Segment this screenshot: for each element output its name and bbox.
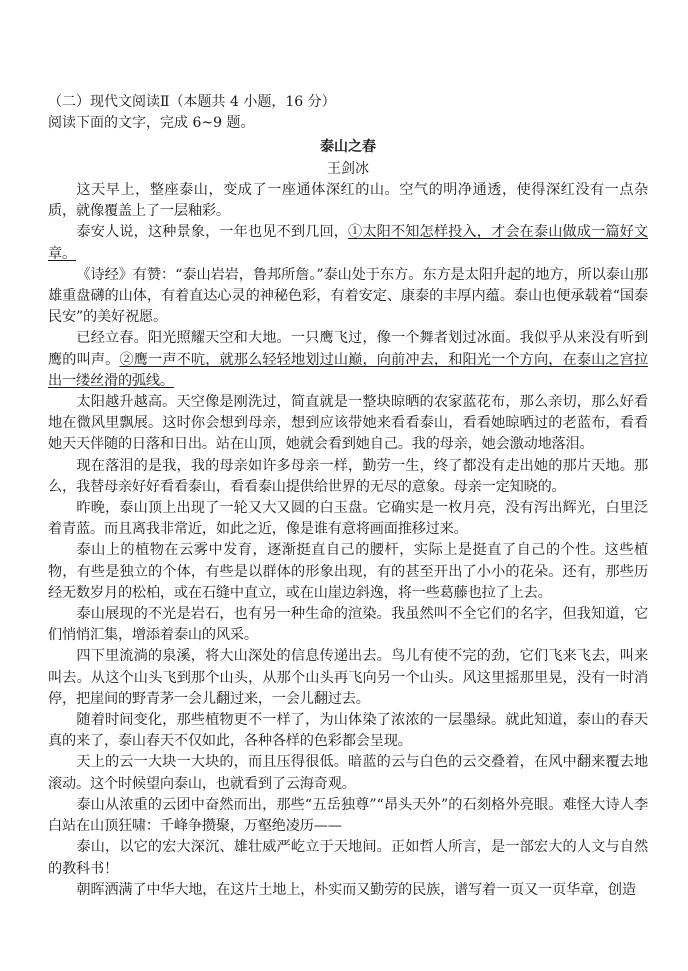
paragraph-text: 朝晖洒满了中华大地，在这片土地上，朴实而又勤劳的民族，谱写着一页又一页华章，创造 xyxy=(76,881,636,898)
paragraph xyxy=(48,222,648,264)
paragraph-text: 泰山展现的不光是岩石，也有另一种生命的渲染。我虽然叫不全它们的名字，但我知道，它们悄悄汇集，增添着泰山的风采。 xyxy=(48,606,648,644)
article-title: 泰山之春 xyxy=(320,139,376,155)
document-page xyxy=(48,92,648,901)
paragraph xyxy=(48,265,648,329)
paragraph xyxy=(48,392,648,456)
paragraph-text: 已经立春。阳光照耀天空和大地。一只鹰飞过，像一个舞者划过冰面。我似乎从来没有听到鹰的叫声。 xyxy=(48,330,648,368)
underlined-sentence: ②鹰一声不吭，就那么轻轻地划过山巅，向前冲去，和阳光一个方向，在泰山之宫拉出一缕丝滑的弧线。 xyxy=(48,351,648,389)
paragraph xyxy=(48,498,648,540)
underlined-sentence: ①太阳不知怎样投入，才会在泰山做成一篇好文章。 xyxy=(48,224,648,262)
section-header: （二）现代文阅读Ⅱ（本题共 4 小题，16 分） xyxy=(48,94,336,110)
paragraph xyxy=(48,880,648,901)
paragraph-text: 天上的云一大块一大块的，而且压得很低。暗蓝的云与白色的云交叠着，在风中翻来覆去地滚动。这个时候望向泰山，也就看到了云海奇观。 xyxy=(48,754,648,792)
paragraph-text: 现在落泪的是我，我的母亲如许多母亲一样，勤劳一生，终了都没有走出她的那片天地。那么，我替母亲好好看看泰山，看看泰山提供给世界的无尽的意象。母亲一定知晓的。 xyxy=(48,457,648,495)
paragraph xyxy=(48,710,648,752)
paragraph-text: 泰山，以它的宏大深沉、雄壮威严屹立于天地间。正如哲人所言，是一部宏大的人文与自然的教科书！ xyxy=(48,839,648,877)
paragraph-text: 昨晚，泰山顶上出现了一轮又大又圆的白玉盘。它确实是一枚月亮，没有泻出辉光，白里泛着青蓝。而且离我非常近，如此之近，像是谁有意将画面推移过来。 xyxy=(48,500,648,538)
paragraph-text: 这天早上，整座泰山，变成了一座通体深红的山。空气的明净通透，使得深红没有一点杂质，就像覆盖上了一层釉彩。 xyxy=(48,182,648,220)
paragraph-text: 随着时间变化，那些植物更不一样了，为山体染了浓浓的一层墨绿。就此知道，泰山的春天真的来了，泰山春天不仅如此，各种各样的色彩都会呈现。 xyxy=(48,712,648,750)
paragraph xyxy=(48,540,648,604)
paragraph-text: 太阳越升越高。天空像是刚洗过，简直就是一整块晾晒的农家蓝花布，那么亲切，那么好看地在微风里飘展。这时你会想到母亲，想到应该带她来看看泰山，看看她晾晒过的老蓝布，看看她天天伴随的日落和日出。站在山顶，她就会看到她自己。我的母亲，她会激动地落泪。 xyxy=(48,394,648,453)
paragraph xyxy=(48,837,648,879)
paragraph-text: 泰山上的植物在云雾中发育，逐渐挺直自己的腰杆，实际上是挺直了自己的个性。这些植物，有些是独立的个体，有些是以群体的形象出现，有的甚至开出了小小的花朵。还有，那些历经无数岁月的松柏，或在石缝中直立，或在山崖边斜逸，将一些葛藤也拉了上去。 xyxy=(48,542,648,601)
paragraph-text: 泰山从浓重的云团中奋然而出，那些“五岳独尊”“昂头天外”的石刻格外亮眼。难怪大诗人李白站在山顶狂啸：千峰争攒聚，万壑绝凌历—— xyxy=(48,796,648,835)
paragraph xyxy=(48,328,648,392)
paragraph-text: 《诗经》有赞：“泰山岩岩，鲁邦所詹。”泰山处于东方。东方是太阳升起的地方，所以泰山那雄重盘礴的山体，有着直达心灵的神秘色彩，有着安定、康泰的丰厚内蕴。泰山也便承载着“国泰民安”的美好祝愿。 xyxy=(48,266,648,326)
article-author: 王剑冰 xyxy=(327,161,369,177)
paragraph-text: 四下里流淌的泉溪，将大山深处的信息传递出去。鸟儿有使不完的劲，它们飞来飞去，叫来叫去。从这个山头飞到那个山头，从那个山头再飞向另一个山头。风这里摇那里晃，没有一时消停，把崖间的野青茅一会儿翻过来，一会儿翻过去。 xyxy=(48,648,648,707)
paragraph xyxy=(48,456,648,498)
paragraph xyxy=(48,604,648,646)
article-body xyxy=(48,180,648,901)
paragraph xyxy=(48,180,648,222)
paragraph-text: 泰安人说，这种景象，一年也见不到几回， xyxy=(76,224,349,241)
paragraph xyxy=(48,646,648,710)
paragraph xyxy=(48,795,648,837)
instruction: 阅读下面的文字，完成 6~9 题。 xyxy=(48,115,255,131)
paragraph xyxy=(48,752,648,794)
